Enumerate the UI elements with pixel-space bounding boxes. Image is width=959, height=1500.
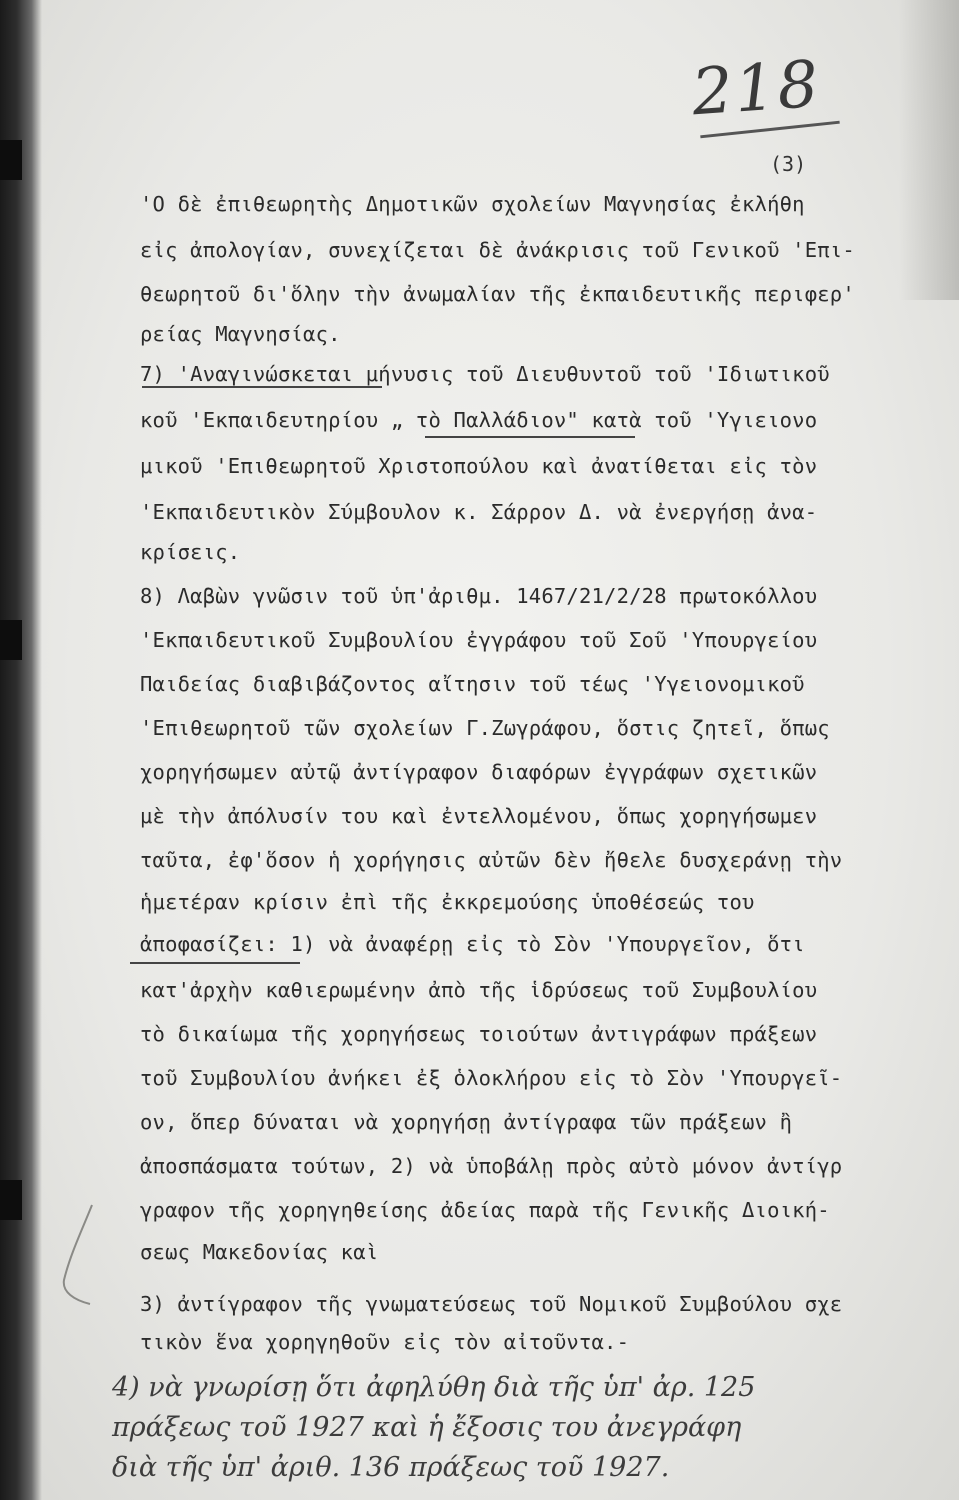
decision-underline — [130, 962, 300, 964]
typed-line: χορηγήσωμεν αὐτῷ ἀντίγραφον διαφόρων ἐγγράφων σχετικῶν — [140, 760, 818, 784]
typed-line: γραφον τῆς χορηγηθείσης ἀδείας παρὰ τῆς Γενικῆς Διοική- — [140, 1198, 830, 1222]
typed-line: ἡμετέραν κρίσιν ἐπὶ τῆς ἐκκρεμούσης ὑποθέσεώς του — [140, 890, 755, 914]
typed-line: κρίσεις. — [140, 540, 241, 564]
typed-line: ον, ὅπερ δύναται νὰ χορηγήσῃ ἀντίγραφα τῶν πράξεων ἢ — [140, 1110, 793, 1134]
folio-number: 218 — [689, 47, 823, 131]
typed-line: 3) ἀντίγραφον τῆς γνωματεύσεως τοῦ Νομικοῦ Συμβούλου σχε — [140, 1292, 843, 1316]
item-7-underline — [142, 386, 382, 388]
typed-line: τοῦ Συμβουλίου ἀνήκει ἐξ ὁλοκλήρου εἰς τὸ Σὸν 'Υπουργεῖ- — [140, 1066, 843, 1090]
typed-line: 7) 'Αναγινώσκεται μήνυσις τοῦ Διευθυντοῦ τοῦ 'Ιδιωτικοῦ — [140, 362, 830, 386]
typed-line: 'Εκπαιδευτικοῦ Συμβουλίου ἐγγράφου τοῦ Σοῦ 'Υπουργείου — [140, 628, 818, 652]
typed-line: 'Ο δὲ ἐπιθεωρητὴς Δημοτικῶν σχολείων Μαγνησίας ἐκλήθη — [140, 192, 805, 216]
typed-line: 8) Λαβὼν γνῶσιν τοῦ ὑπ'ἀριθμ. 1467/21/2/28 πρωτοκόλλου — [140, 584, 818, 608]
page-binding-edge — [0, 0, 42, 1500]
typed-line: τὸ δικαίωμα τῆς χορηγήσεως τοιούτων ἀντιγράφων πράξεων — [140, 1022, 818, 1046]
typed-line: Παιδείας διαβιβάζοντος αἴτησιν τοῦ τέως 'Υγειονομικοῦ — [140, 672, 805, 696]
page-number: (3) — [770, 152, 807, 176]
typed-line: κοῦ 'Εκπαιδευτηρίου „ τὸ Παλλάδιον" κατὰ τοῦ 'Υγιειονο — [140, 408, 818, 432]
binding-notch — [0, 1180, 22, 1220]
handwritten-line: πράξεως τοῦ 1927 καὶ ἡ ἔξοσις του ἀνεγράφη — [112, 1412, 742, 1443]
margin-pencil-mark — [52, 1200, 112, 1310]
binding-notch — [0, 140, 22, 180]
typed-line: 'Εκπαιδευτικὸν Σύμβουλον κ. Σάρρον Δ. νὰ ἐνεργήσῃ ἀνα- — [140, 500, 818, 524]
handwritten-line: διὰ τῆς ὑπ' ἀριθ. 136 πράξεως τοῦ 1927. — [112, 1452, 670, 1483]
typed-line: θεωρητοῦ δι'ὅλην τὴν ἀνωμαλίαν τῆς ἐκπαιδευτικῆς περιφερ' — [140, 282, 855, 306]
typed-line: ρείας Μαγνησίας. — [140, 322, 341, 346]
typed-line: ταῦτα, ἐφ'ὅσον ἡ χορήγησις αὐτῶν δὲν ἤθελε δυσχεράνῃ τὴν — [140, 848, 843, 872]
typed-line: 'Επιθεωρητοῦ τῶν σχολείων Γ.Ζωγράφου, ὅστις ζητεῖ, ὅπως — [140, 716, 830, 740]
page-shadow — [899, 0, 959, 300]
palladion-underline — [425, 436, 635, 438]
typed-line: ἀποφασίζει: 1) νὰ ἀναφέρῃ εἰς τὸ Σὸν 'Υπουργεῖον, ὅτι — [140, 932, 805, 956]
typed-line: σεως Μακεδονίας καὶ — [140, 1240, 379, 1264]
typed-line: ἀποσπάσματα τούτων, 2) νὰ ὑποβάλῃ πρὸς αὐτὸ μόνον ἀντίγρ — [140, 1154, 843, 1178]
handwritten-line: 4) νὰ γνωρίσῃ ὅτι ἀφηλύθη διὰ τῆς ὑπ' ἀρ. 125 — [112, 1372, 756, 1403]
typed-line: κατ'ἀρχὴν καθιερωμένην ἀπὸ τῆς ἱδρύσεως τοῦ Συμβουλίου — [140, 978, 818, 1002]
binding-notch — [0, 620, 22, 660]
typed-line: μικοῦ 'Επιθεωρητοῦ Χριστοπούλου καὶ ἀνατίθεται εἰς τὸν — [140, 454, 818, 478]
typed-line: μὲ τὴν ἀπόλυσίν του καὶ ἐντελλομένου, ὅπως χορηγήσωμεν — [140, 804, 818, 828]
typed-line: τικὸν ἕνα χορηγηθοῦν εἰς τὸν αἰτοῦντα.- — [140, 1330, 630, 1354]
typed-line: εἰς ἀπολογίαν, συνεχίζεται δὲ ἀνάκρισις τοῦ Γενικοῦ 'Επι- — [140, 238, 855, 262]
